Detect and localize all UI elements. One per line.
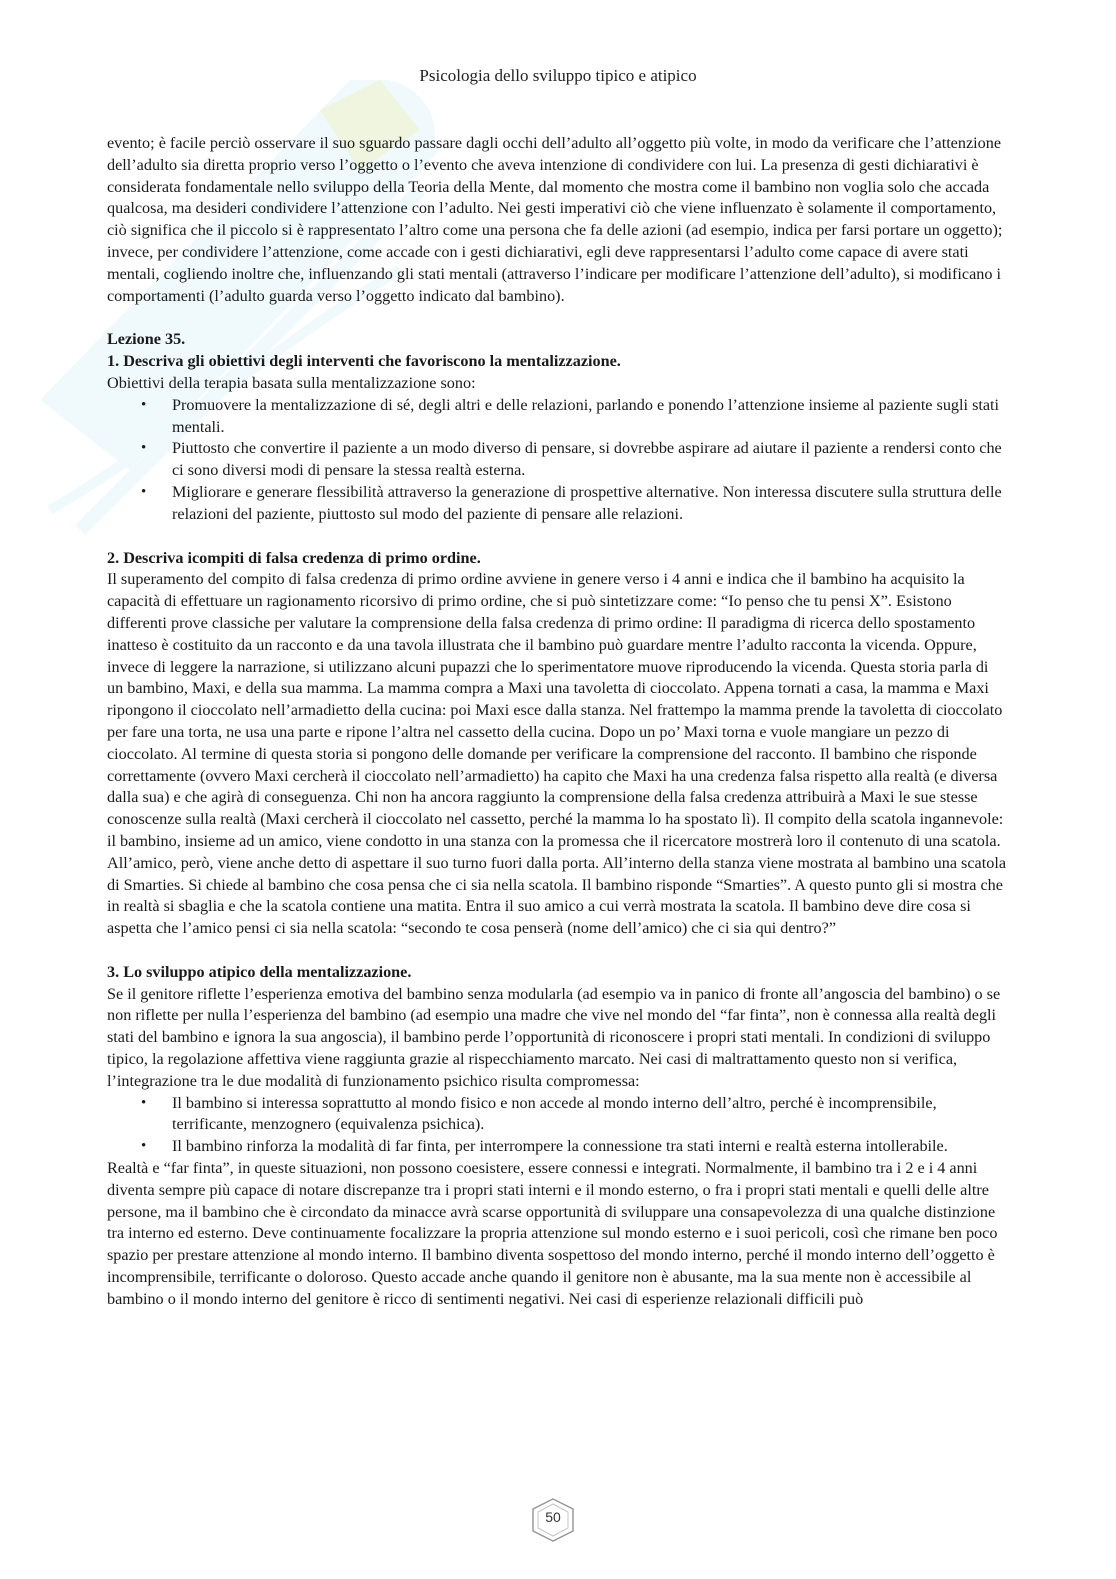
spacer: [107, 307, 1007, 329]
list-item: • Il bambino si interessa soprattutto al mondo fisico e non accede al mondo interno dell’altro, perché è incomprensibile, terrificante, menzognero (equivalenza psichica).: [107, 1093, 1007, 1137]
running-header: Psicologia dello sviluppo tipico e atipico: [419, 66, 697, 85]
section-3-bullet-list: [107, 1093, 1007, 1158]
section-3-paragraph-1: Se il genitore riflette l’esperienza emotiva del bambino senza modularla (ad esempio va in panico di fronte all’angoscia del bambino) o se non riflette per nulla l’esperienza del bambino (ad esempio una madre che vive nel mondo del “far finta”, non è connessa alla realtà degli stati del bambino e ignora la sua angoscia), il bambino perde l’opportunità di riconoscere i propri stati mentali. In condizioni di sviluppo tipico, la regolazione affettiva viene raggiunta grazie al rispecchiamento marcato. Nei casi di maltrattamento questo non si verifica, l’integrazione tra le due modalità di funzionamento psichico risulta compromessa:: [107, 984, 1001, 1090]
section-3-question: 3. Lo sviluppo atipico della mentalizzazione.: [107, 962, 412, 981]
spacer: [107, 526, 1007, 548]
section-1-bullet-list: [107, 395, 1007, 526]
section-1-question: 1. Descriva gli obiettivi degli interventi che favoriscono la mentalizzazione.: [107, 352, 621, 371]
page-number-badge: [527, 1497, 579, 1543]
list-item: • Promuovere la mentalizzazione di sé, degli altri e delle relazioni, parlando e ponendo l’attenzione insieme al paziente sugli stati mentali.: [107, 395, 1007, 439]
list-item: • Piuttosto che convertire il paziente a un modo diverso di pensare, si dovrebbe aspirare ad aiutare il paziente a rendersi conto che ci sono diversi modi di pensare la stessa realtà esterna.: [107, 438, 1007, 482]
section-3-paragraph-2: Realtà e “far finta”, in queste situazioni, non possono coesistere, essere connessi e integrati. Normalmente, il bambino tra i 2 e i 4 anni diventa sempre più capace di notare discrepanze tra i propri stati interni e il mondo esterno, o fra i propri stati mentali e quelli delle altre persone, ma il bambino che è circondato da minacce avrà scarse opportunità di sviluppare una consapevolezza di una qualche distinzione tra interno ed esterno. Deve continuamente focalizzare la propria attenzione sul mondo esterno e i suoi pericoli, così che rimane ben poco spazio per prestare attenzione al mondo interno. Il bambino diventa sospettoso del mondo interno, perché il mondo interno dell’oggetto è incomprensibile, terrificante o doloroso. Questo accade anche quando il genitore non è abusante, ma la sua mente non è accessibile al bambino o il mondo interno del genitore è ricco di sentimenti negativi. Nei casi di esperienze relazionali difficili può: [107, 1159, 998, 1308]
page-number: 50: [545, 1509, 561, 1525]
section-1-intro: Obiettivi della terapia basata sulla mentalizzazione sono:: [107, 373, 476, 392]
intro-paragraph: evento; è facile perciò osservare il suo sguardo passare dagli occhi dell’adulto all’oggetto più volte, in modo da verificare che l’attenzione dell’adulto sia diretta proprio verso l’oggetto o l’evento che aveva intenzione di condividere con lui. La presenza di gesti dichiarativi è considerata fondamentale nello sviluppo della Teoria della Mente, dal momento che mostra come il bambino non voglia solo che accada qualcosa, ma desideri condividere l’attenzione con l’adulto. Nei gesti imperativi ciò che viene influenzato è solamente il comportamento, ciò significa che il piccolo si è rappresentato l’altro come una persona che fa delle azioni (ad esempio, indica per farsi portare un oggetto); invece, per condividere l’attenzione, come accade con i gesti dichiarativi, egli deve rappresentarsi l’adulto come capace di avere stati mentali, cogliendo inoltre che, influenzando gli stati mentali (attraverso l’indicare per modificare l’attenzione dell’adulto), si modificano i comportamenti (l’adulto guarda verso l’oggetto indicato dal bambino).: [107, 134, 1003, 305]
section-2-question: 2. Descriva icompiti di falsa credenza di primo ordine.: [107, 548, 481, 567]
section-2-paragraph: Il superamento del compito di falsa credenza di primo ordine avviene in genere verso i 4 anni e indica che il bambino ha acquisito la capacità di effettuare un ragionamento ricorsivo di primo ordine, che si può sintetizzare come: “Io penso che tu pensi X”. Esistono differenti prove classiche per valutare la comprensione della falsa credenza di primo ordine: Il paradigma di ricerca dello spostamento inatteso è costituito da un racconto e da una tavola illustrata che il bambino può guardare mentre l’adulto racconta la vicenda. Oppure, invece di leggere la narrazione, si utilizzano alcuni pupazzi che lo sperimentatore muove riproducendo la vicenda. Questa storia parla di un bambino, Maxi, e della sua mamma. La mamma compra a Maxi una tavoletta di cioccolato. Appena tornati a casa, la mamma e Maxi ripongono il cioccolato nell’armadietto della cucina: poi Maxi esce dalla stanza. Nel frattempo la mamma prende la tavoletta di cioccolato per fare una torta, ne usa una parte e ripone l’altra nel cassetto della cucina. Dopo un po’ Maxi torna e vuole mangiare un pezzo di cioccolato. Al termine di questa storia si pongono delle domande per verificare la comprensione del racconto. Il bambino che risponde correttamente (ovvero Maxi cercherà il cioccolato nell’armadietto) ha capito che Maxi ha una credenza falsa rispetto alla realtà (e diversa dalla sua) e che agirà di conseguenza. Chi non ha ancora raggiunto la comprensione della falsa credenza attribuirà a Maxi le sue stesse conoscenze sulla realtà (Maxi cercherà il cioccolato nel cassetto, perché la mamma lo ha spostato lì). Il compito della scatola ingannevole: il bambino, insieme ad un amico, viene condotto in una stanza con la promessa che il ricercatore mostrerà loro il contenuto di una scatola. All’amico, però, viene anche detto di aspettare il suo turno fuori dalla porta. All’interno della stanza viene mostrata al bambino una scatola di Smarties. Si chiede al bambino che cosa pensa che ci sia nella scatola. Il bambino risponde “Smarties”. A questo punto gli si mostra che in realtà si sbaglia e che la scatola contiene una matita. Entra il suo amico a cui verrà mostrata la scatola. Il bambino deve dire cosa si aspetta che l’amico pensi ci sia nella scatola: “secondo te cosa penserà (nome dell’amico) che ci sia qui dentro?”: [107, 570, 1006, 938]
lesson-title: Lezione 35.: [107, 330, 186, 349]
spacer: [107, 940, 1007, 962]
list-item: • Il bambino rinforza la modalità di far finta, per interrompere la connessione tra stati interni e realtà esterna intollerabile.: [107, 1136, 1007, 1158]
document-body: [107, 133, 1007, 1311]
list-item: • Migliorare e generare flessibilità attraverso la generazione di prospettive alternative. Non interessa discutere sulla struttura delle relazioni del paziente, piuttosto sul modo del paziente di pensare alle relazioni.: [107, 482, 1007, 526]
